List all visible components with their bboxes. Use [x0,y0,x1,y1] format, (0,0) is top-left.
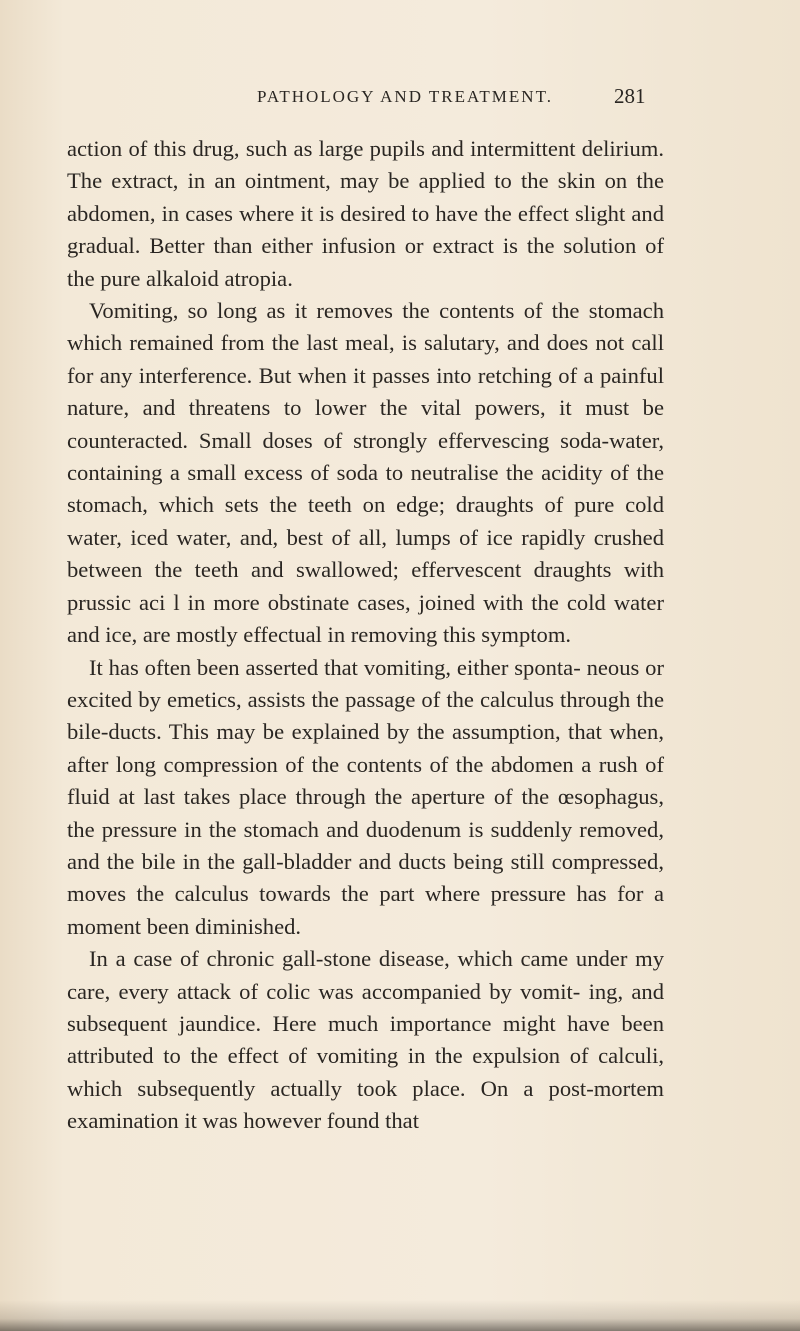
body-text [67,133,664,1138]
paragraph: In a case of chronic gall-stone disease, which came under my care, every attack of colic was accompanied by vomit- ing, and subsequent jaundice. Here much importance might have been attributed to the effect of vomiting in the expulsion of calculi, which subsequently actually took place. On a post-mortem examination it was however found that [67,946,664,1134]
page-number: 281 [614,84,646,108]
paragraph: It has often been asserted that vomiting, either sponta- neous or excited by emetics, assists the passage of the calculus through the bile-ducts. This may be explained by the assumption, that when, after long compression of the contents of the abdomen a rush of fluid at last takes place through the aperture of the œsophagus, the pressure in the stomach and duodenum is suddenly removed, and the bile in the gall-bladder and ducts being still compressed, moves the calculus towards the part where pressure has for a moment been diminished. [67,654,664,939]
paragraph: Vomiting, so long as it removes the contents of the stomach which remained from the last meal, is salutary, and does not call for any interference. But when it passes into retching of a painful nature, and threatens to lower the vital powers, it must be counteracted. Small doses of strongly effervescing soda-water, containing a small excess of soda to neutralise the acidity of the stomach, which sets the teeth on edge; draughts of pure cold water, iced water, and, best of all, lumps of ice rapidly crushed between the teeth and swallowed; effervescent draughts with prussic aci l in more obstinate cases, joined with the cold water and ice, are mostly effectual in removing this symptom. [67,298,664,648]
paragraph: action of this drug, such as large pupils and intermittent delirium. The extract, in an ointment, may be applied to the skin on the abdomen, in cases where it is desired to have the effect slight and gradual. Better than either infusion or extract is the solution of the pure alkaloid atropia. [67,136,664,291]
running-header: PATHOLOGY AND TREATMENT. [257,87,553,106]
page-edge-shadow [0,1300,800,1331]
